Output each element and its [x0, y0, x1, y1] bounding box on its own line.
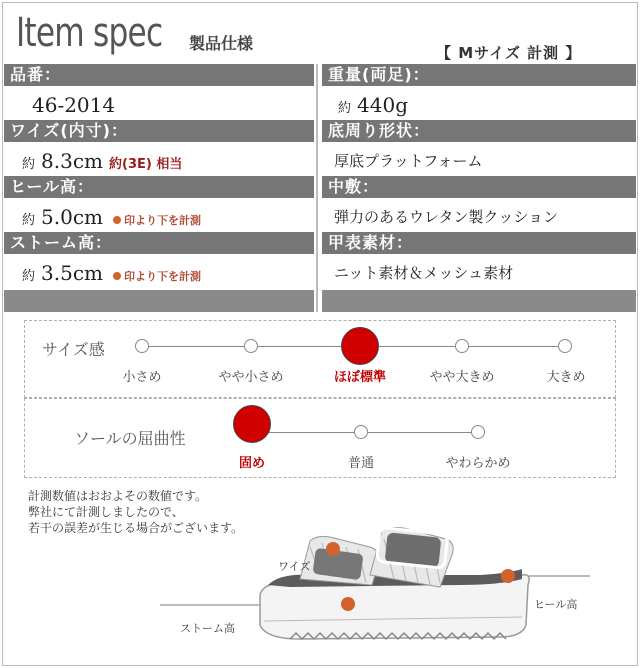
spec-value-width: 約 8.3cm 約(3E) 相当: [22, 149, 183, 173]
size-option-label-selected: ほぼ標準: [333, 370, 387, 385]
size-scale-box: [24, 320, 616, 398]
spec-label-storm-height: ストーム高：: [4, 232, 314, 254]
spec-value-sole-shape: 厚底プラットフォーム: [334, 152, 483, 170]
diagram-label-width: ワイズ: [278, 560, 311, 573]
sole-option-label-3: やわらかめ: [445, 456, 511, 471]
size-option-label-4: やや大きめ: [429, 370, 495, 385]
disclaimer-line: 計測数値はおおよその数値です。: [28, 489, 208, 503]
measure-note: 【 Mサイズ 計測 】: [436, 44, 582, 62]
spec-value-insole: 弾力のあるウレタン製クッション: [334, 208, 559, 226]
size-option-label-2: やや小さめ: [218, 370, 284, 385]
storm-note: 印より下を計測: [113, 270, 201, 283]
right-bottom-bar: [322, 290, 636, 312]
page-subtitle: 製品仕様: [189, 34, 254, 53]
diagram-label-heel: ヒール高: [534, 598, 578, 611]
column-divider: [316, 64, 318, 312]
sole-option-selected-circle: [233, 405, 271, 443]
width-equivalent: 約(3E) 相当: [109, 157, 183, 172]
left-bottom-bar: [4, 290, 314, 312]
marker-dot-icon: [113, 272, 121, 280]
size-scale-title: サイズ感: [42, 340, 105, 359]
disclaimer-line: 弊社にて計測しましたので、: [28, 505, 184, 519]
size-option-selected-circle: [341, 327, 379, 365]
heel-note: 印より下を計測: [113, 214, 201, 227]
sole-option-circle-3: [471, 425, 485, 439]
heel-marker: [501, 569, 515, 583]
spec-label-upper-material: 甲表素材：: [322, 232, 636, 254]
spec-label-sole-shape: 底周り形状：: [322, 120, 636, 142]
size-option-label-1: 小さめ: [122, 370, 162, 385]
size-option-circle-4: [455, 339, 469, 353]
width-marker: [326, 542, 340, 556]
sole-option-circle-2: [354, 425, 368, 439]
size-option-circle-1: [135, 339, 149, 353]
spec-value-upper-material: ニット素材＆メッシュ素材: [334, 264, 514, 282]
size-option-label-5: 大きめ: [546, 370, 586, 385]
spec-label-insole: 中敷：: [322, 176, 636, 198]
spec-label-product-number: 品番：: [4, 64, 314, 86]
page-title: Item spec: [16, 10, 163, 56]
sole-option-label-2: 普通: [347, 456, 375, 471]
spec-label-width: ワイズ(内寸)：: [4, 120, 314, 142]
spec-value-storm-height: 約 3.5cm 印より下を計測: [22, 261, 201, 285]
sole-scale-title: ソールの屈曲性: [74, 429, 186, 448]
spec-value-heel-height: 約 5.0cm 印より下を計測: [22, 205, 201, 229]
spec-value-weight: 約 440g: [338, 93, 408, 117]
sandal-diagram: [150, 525, 620, 665]
storm-marker: [341, 597, 355, 611]
spec-value-product-number: 46-2014: [32, 93, 116, 117]
disclaimer-line: 若干の誤差が生じる場合がございます。: [28, 521, 244, 535]
spec-label-heel-height: ヒール高：: [4, 176, 314, 198]
diagram-label-storm: ストーム高: [180, 622, 235, 635]
size-option-circle-5: [558, 339, 572, 353]
sole-option-label-selected: 固め: [238, 456, 266, 471]
spec-label-weight: 重量(両足)：: [322, 64, 636, 86]
marker-dot-icon: [113, 216, 121, 224]
size-option-circle-2: [244, 339, 258, 353]
